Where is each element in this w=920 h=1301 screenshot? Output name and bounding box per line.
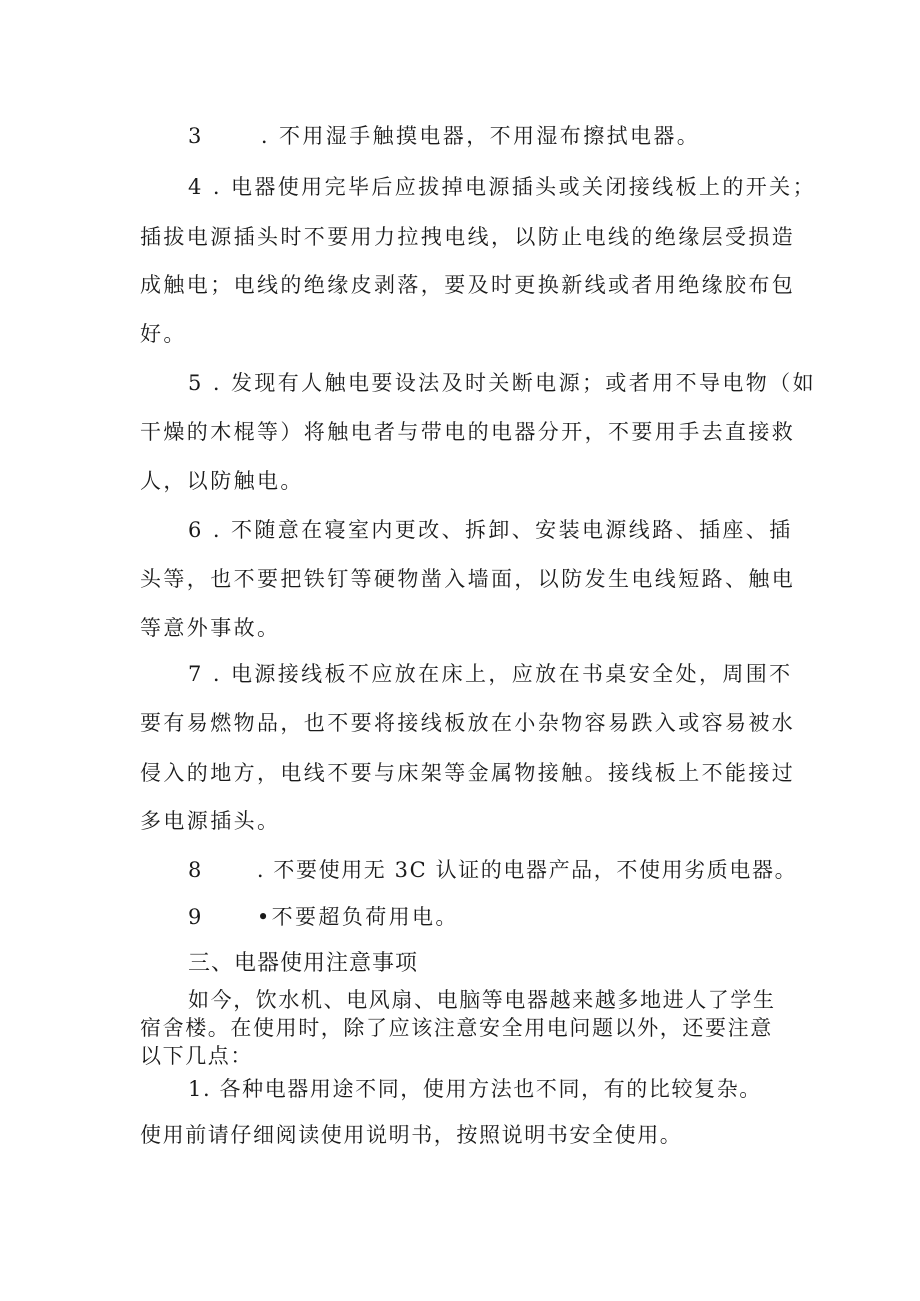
item-8-number: 8 — [188, 858, 204, 882]
item-5-line-1: 5 . 发现有人触电要设法及时关断电源；或者用不导电物（如 — [188, 371, 816, 395]
item-7-line-2: 要有易燃物品，也不要将接线板放在小杂物容易跌入或容易被水 — [140, 711, 796, 735]
item-9 — [188, 903, 459, 931]
item-4-line-1: 4 . 电器使用完毕后应拔掉电源插头或关闭接线板上的开关； — [188, 175, 816, 199]
item-6-line-2: 头等，也不要把铁钉等硬物凿入墙面，以防发生电线短路、触电 — [140, 567, 796, 591]
item-5-line-2: 干燥的木棍等）将触电者与带电的电器分开，不要用手去直接救 — [140, 420, 796, 444]
item-6-line-1: 6 . 不随意在寝室内更改、拆卸、安装电源线路、插座、插 — [188, 518, 793, 542]
item-7-line-1: 7 . 电源接线板不应放在床上，应放在书桌安全处，周围不 — [188, 662, 793, 686]
item-3 — [188, 122, 700, 150]
section-3-point-1-line-2: 使用前请仔细阅读使用说明书，按照说明书安全使用。 — [140, 1123, 683, 1147]
item-8 — [188, 856, 797, 884]
item-3-text: . 不用湿手触摸电器，不用湿布擦拭电器。 — [260, 124, 701, 148]
item-4-line-2: 插拔电源插头时不要用力拉拽电线，以防止电线的绝缘层受损造 — [140, 225, 796, 249]
item-5-line-3: 人，以防触电。 — [140, 469, 304, 493]
item-9-number: 9 — [188, 905, 204, 929]
section-3-intro-line-3: 以下几点： — [140, 1044, 253, 1068]
section-3-intro-line-1: 如今，饮水机、电风扇、电脑等电器越来越多地进人了学生 — [188, 988, 776, 1012]
section-3-intro-line-2: 宿舍楼。在使用时，除了应该注意安全用电问题以外，还要注意 — [140, 1016, 773, 1040]
section-3-point-1-line-1: 1. 各种电器用途不同，使用方法也不同，有的比较复杂。 — [188, 1077, 762, 1101]
item-6-line-3: 等意外事故。 — [140, 616, 281, 640]
section-3-heading: 三、电器使用注意事项 — [188, 951, 419, 976]
item-7-line-4: 多电源插头。 — [140, 809, 281, 833]
item-4-line-4: 好。 — [140, 322, 187, 346]
item-8-text: . 不要使用无 3C 认证的电器产品，不使用劣质电器。 — [256, 858, 798, 882]
item-7-line-3: 侵入的地方，电线不要与床架等金属物接触。接线板上不能接过 — [140, 761, 796, 785]
item-4-line-3: 成触电；电线的绝缘皮剥落，要及时更换新线或者用绝缘胶布包 — [140, 273, 796, 297]
item-9-text: •不要超负荷用电。 — [256, 905, 459, 929]
item-3-number: 3 — [188, 124, 204, 148]
